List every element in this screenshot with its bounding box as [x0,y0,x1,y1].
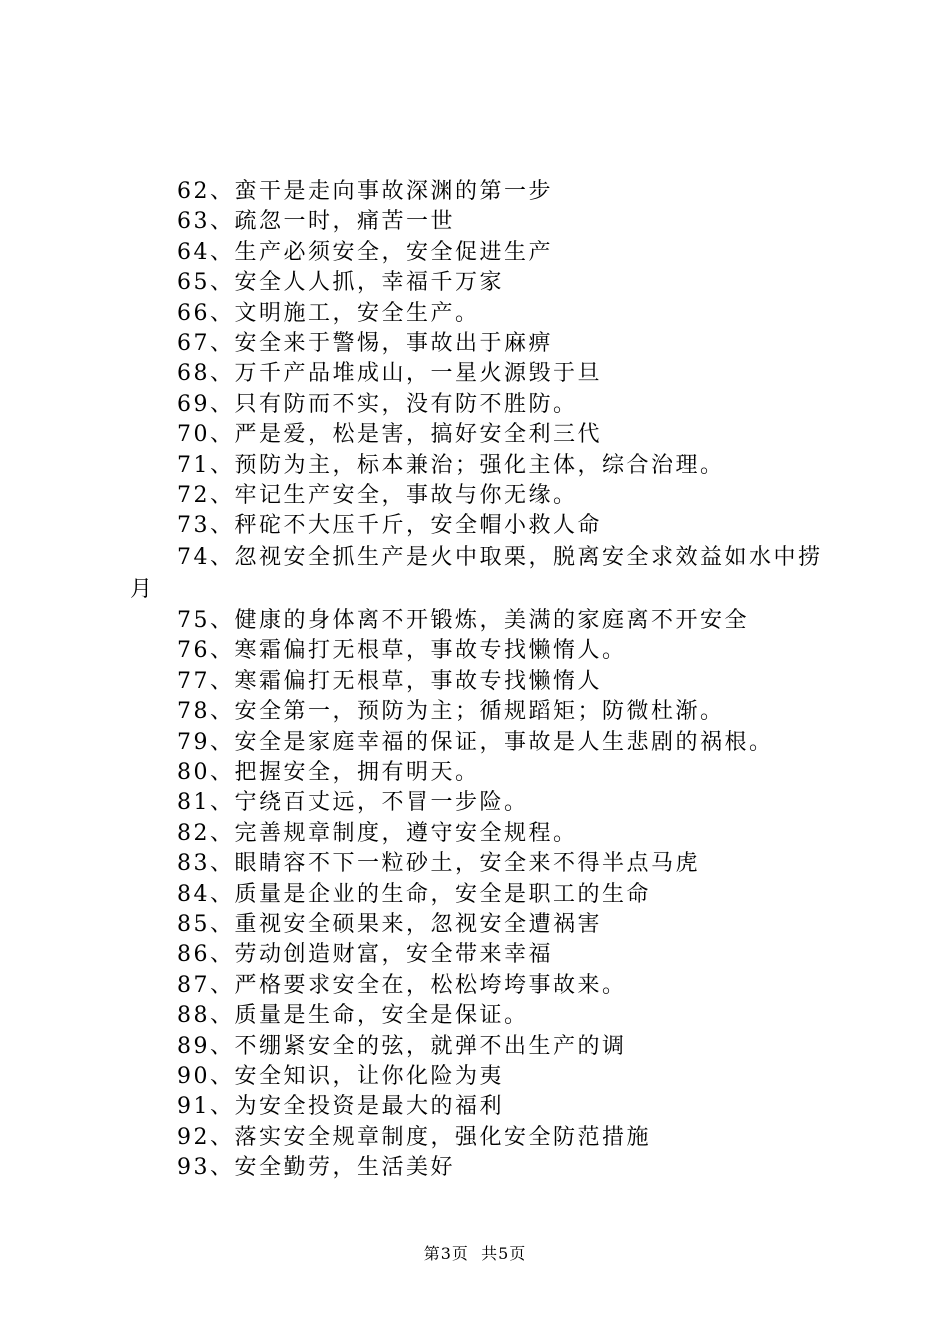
slogan-list [130,177,830,1184]
slogan-line-74: 74、忽视安全抓生产是火中取栗，脱离安全求效益如水中捞月 [130,544,823,602]
slogan-line-77: 77、寒霜偏打无根草，事故专找懒惰人 [177,668,602,694]
slogan-line-82: 82、完善规章制度，遵守安全规程。 [177,820,578,846]
slogan-line-70: 70、严是爱，松是害，搞好安全利三代 [177,422,602,448]
slogan-line-75: 75、健康的身体离不开锻炼，美满的家庭离不开安全 [177,607,749,633]
slogan-line-84: 84、质量是企业的生命，安全是职工的生命 [177,881,651,907]
slogan-line-86: 86、劳动创造财富，安全带来幸福 [177,942,553,968]
slogan-line-80: 80、把握安全，拥有明天。 [177,759,480,785]
page-footer: 第3页 共5页 [423,1244,527,1263]
slogan-line-66: 66、文明施工，安全生产。 [177,300,480,326]
slogan-line-72: 72、牢记生产安全，事故与你无缘。 [177,483,578,509]
slogan-line-85: 85、重视安全硕果来，忽视安全遭祸害 [177,911,602,937]
slogan-line-64: 64、生产必须安全，安全促进生产 [177,239,553,265]
slogan-line-65: 65、安全人人抓，幸福千万家 [177,270,504,296]
slogan-line-87: 87、严格要求安全在，松松垮垮事故来。 [177,972,627,998]
slogan-line-63: 63、疏忽一时，痛苦一世 [177,209,455,235]
slogan-line-81: 81、宁绕百丈远，不冒一步险。 [177,790,529,816]
slogan-line-92: 92、落实安全规章制度，强化安全防范措施 [177,1124,651,1150]
slogan-line-78: 78、安全第一，预防为主；循规蹈矩；防微杜渐。 [177,699,725,725]
slogan-line-91: 91、为安全投资是最大的福利 [177,1094,504,1120]
slogan-line-88: 88、质量是生命，安全是保证。 [177,1003,529,1029]
slogan-line-62: 62、蛮干是走向事故深渊的第一步 [177,179,553,204]
slogan-line-89: 89、不绷紧安全的弦，就弹不出生产的调 [177,1033,627,1059]
slogan-line-83: 83、眼睛容不下一粒砂土，安全来不得半点马虎 [177,851,700,877]
slogan-line-90: 90、安全知识，让你化险为夷 [177,1063,504,1089]
slogan-line-93: 93、安全勤劳，生活美好 [177,1155,455,1181]
slogan-line-71: 71、预防为主，标本兼治；强化主体，综合治理。 [177,452,725,478]
slogan-line-73: 73、秤砣不大压千斤，安全帽小救人命 [177,513,602,539]
slogan-line-67: 67、安全来于警惕，事故出于麻痹 [177,331,553,357]
slogan-line-68: 68、万千产品堆成山，一星火源毁于旦 [177,361,602,387]
slogan-line-76: 76、寒霜偏打无根草，事故专找懒惰人。 [177,638,627,664]
slogan-line-79: 79、安全是家庭幸福的保证，事故是人生悲剧的祸根。 [177,729,774,755]
slogan-line-69: 69、只有防而不实，没有防不胜防。 [177,391,578,417]
